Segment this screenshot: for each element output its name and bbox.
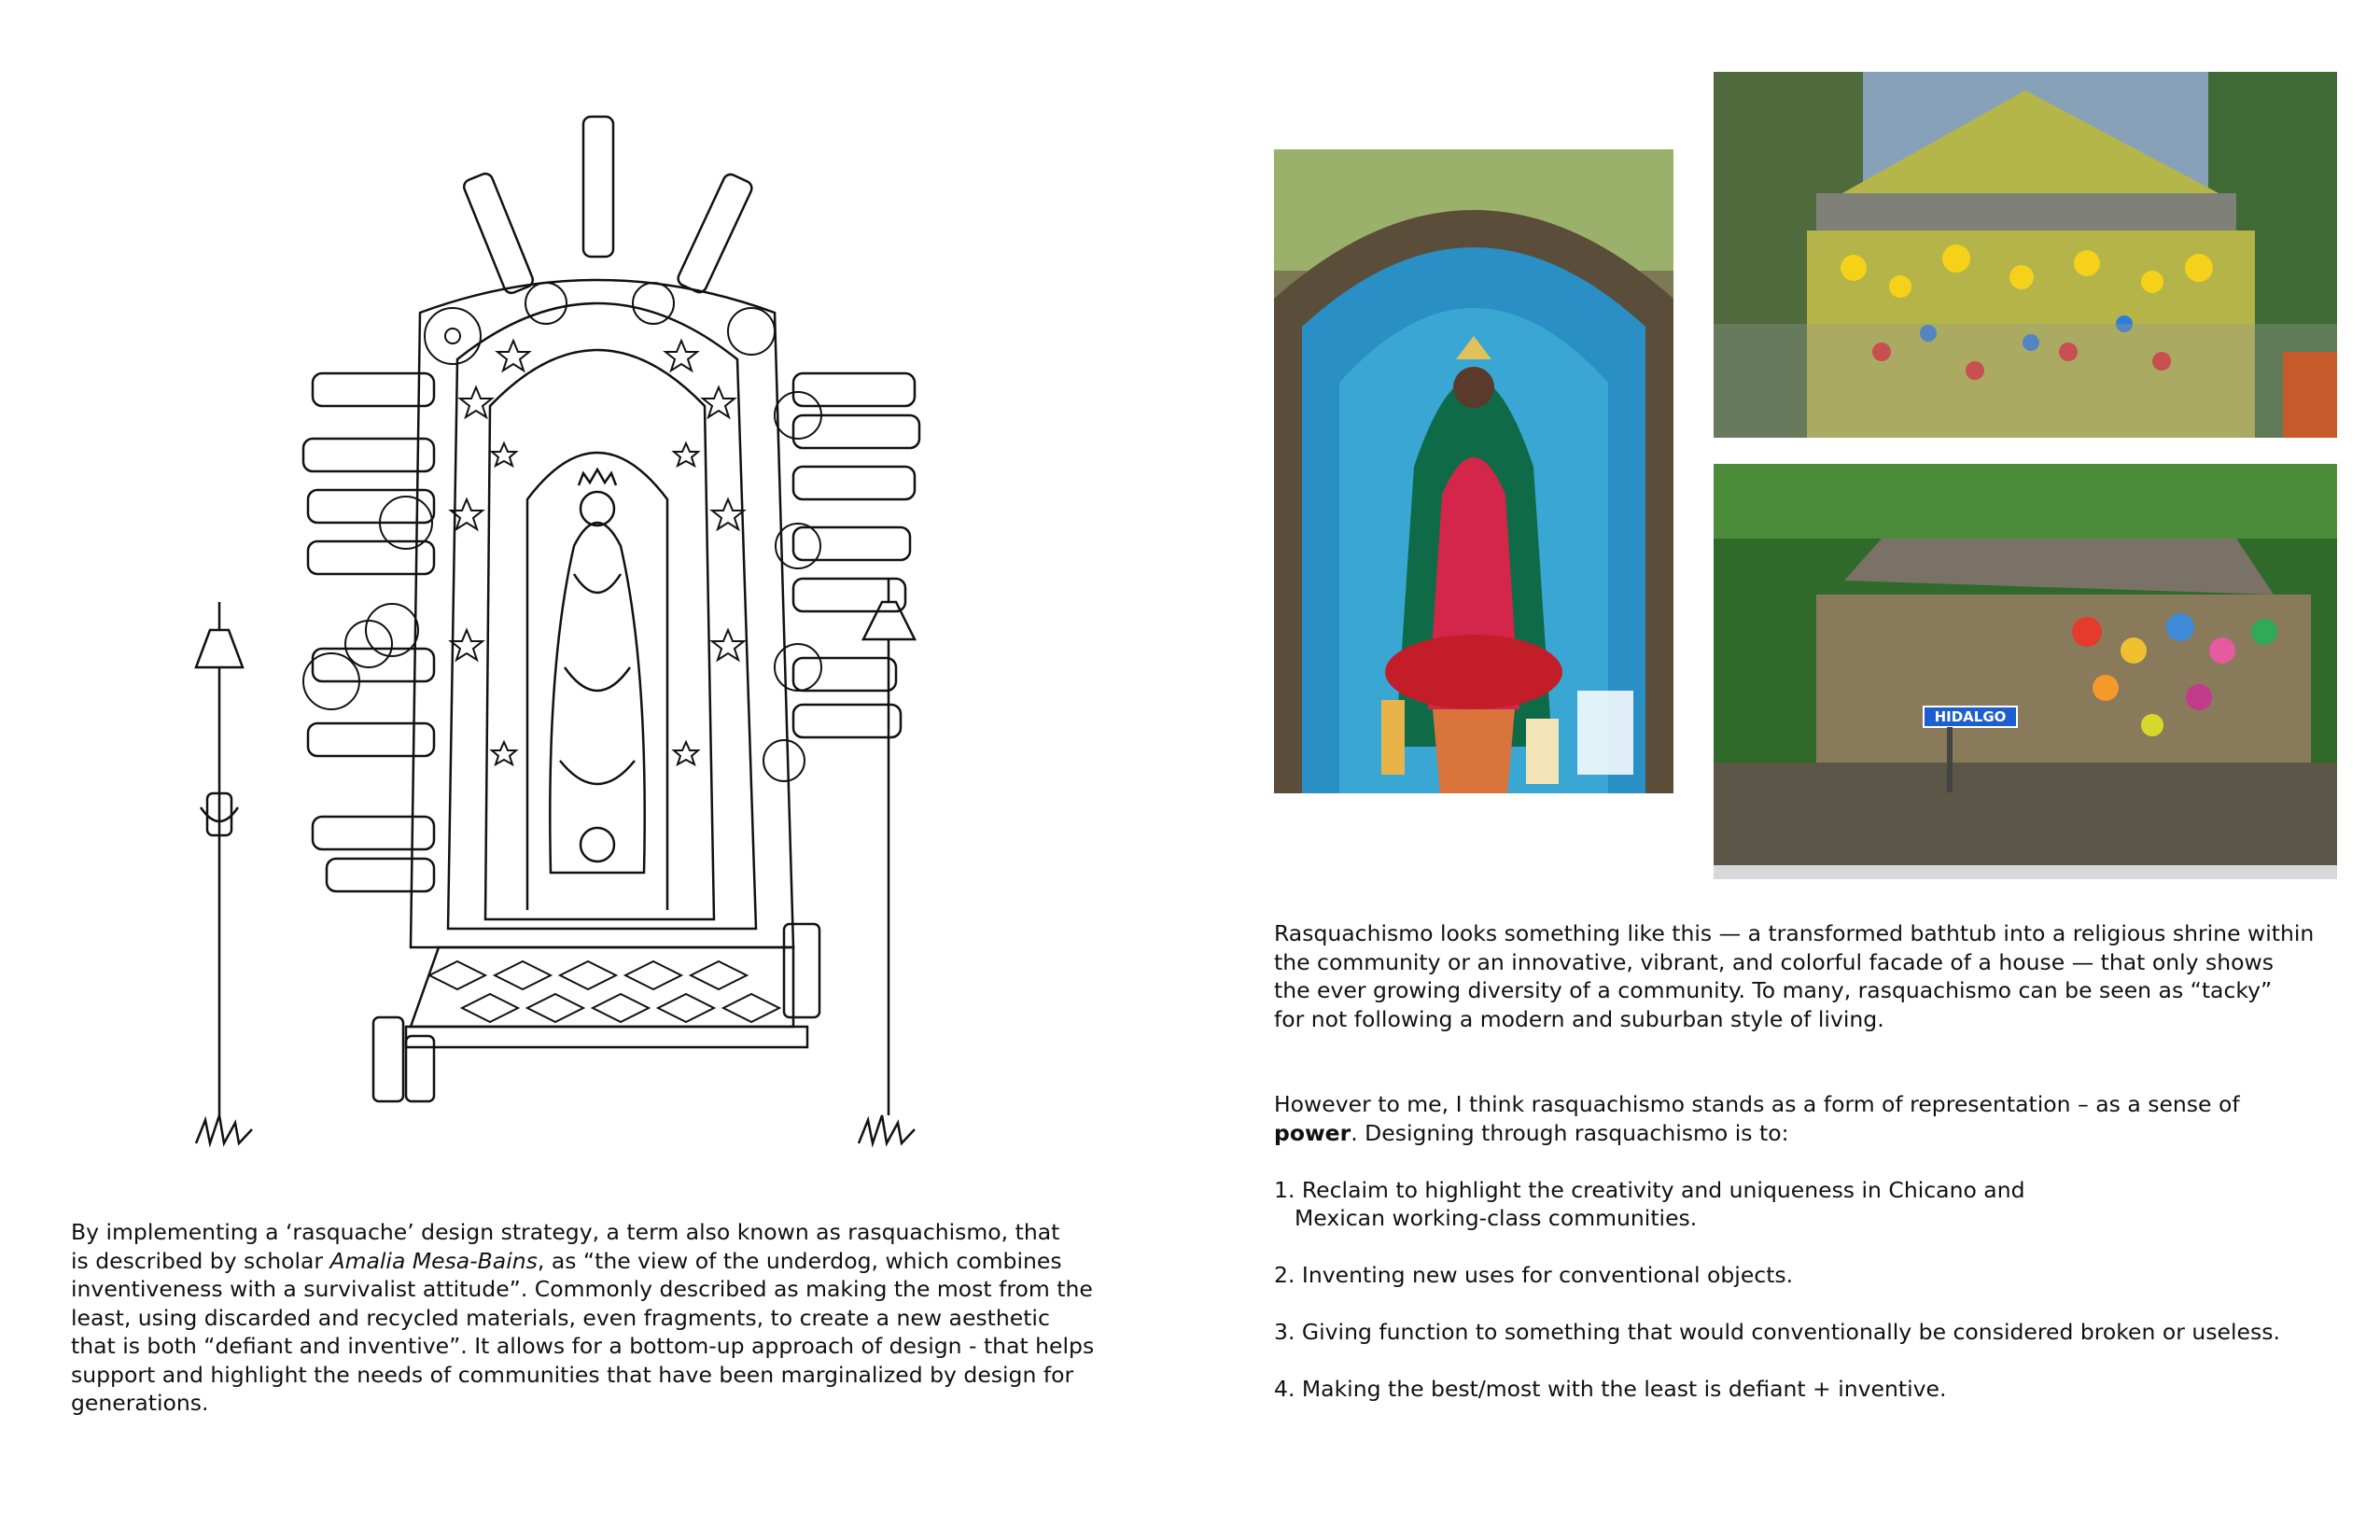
decorated-house-photo: [1714, 464, 2337, 879]
left-paragraph: [71, 1218, 1154, 1418]
left-line-6: support and highlight the needs of communities that have been marginalized by design for: [71, 1361, 1074, 1388]
list-item-4: 4. Making the best/most with the least is defiant + inventive.: [1274, 1376, 1947, 1402]
left-line-3: inventiveness with a survivalist attitude”. Commonly described as making the most from the: [71, 1276, 1093, 1302]
list-item-2: 2. Inventing new uses for conventional objects.: [1274, 1262, 1794, 1288]
yellow-house-facade-photo: [1714, 72, 2337, 438]
list-item-1-line-2: Mexican working-class communities.: [1295, 1205, 1698, 1231]
left-line-7: generations.: [71, 1390, 209, 1416]
body-line-1: However to me, I think rasquachismo stands as a form of representation – as a sense of: [1274, 1091, 2240, 1117]
body-line-2: [1274, 1119, 2347, 1148]
power-word: power: [1274, 1119, 1351, 1146]
left-line-2-end: , as “the view of the underdog, which combines: [537, 1247, 1062, 1274]
list-item-1-line-1: 1. Reclaim to highlight the creativity and uniqueness in Chicano and: [1274, 1176, 2025, 1203]
intro-line-3: the ever growing diversity of a community. To many, rasquachismo can be seen as “tacky”: [1274, 977, 2273, 1003]
intro-line-1: Rasquachismo looks something like this — a transformed bathtub into a religious shrine within: [1274, 920, 2315, 946]
left-line-4: least, using discarded and recycled materials, even fragments, to create a new aesthetic: [71, 1304, 1050, 1331]
hidalgo-street-sign: HIDALGO: [1934, 708, 2007, 725]
intro-line-2: the community or an innovative, vibrant, and colorful facade of a house — that only shows: [1274, 948, 2275, 975]
body-line-2-rest: . Designing through rasquachismo is to:: [1351, 1119, 1789, 1146]
list-item-3: 3. Giving function to something that would conventionally be considered broken or useless.: [1274, 1319, 2280, 1345]
intro-line-4: for not following a modern and suburban style of living.: [1274, 1005, 1884, 1032]
shrine-line-drawing: [177, 107, 961, 1167]
left-line-5: that is both “defiant and inventive”. It allows for a bottom-up approach of design - that helps: [71, 1333, 1095, 1359]
scholar-name: Amalia Mesa-Bains: [329, 1247, 538, 1274]
bathtub-shrine-photo: [1274, 149, 1673, 793]
right-text-column: [1274, 919, 2347, 1404]
left-line-2: [71, 1247, 1154, 1276]
left-line-1: By implementing a ‘rasquache’ design strategy, a term also known as rasquachismo, that: [71, 1219, 1060, 1245]
left-line-2-start: is described by scholar: [71, 1247, 330, 1274]
